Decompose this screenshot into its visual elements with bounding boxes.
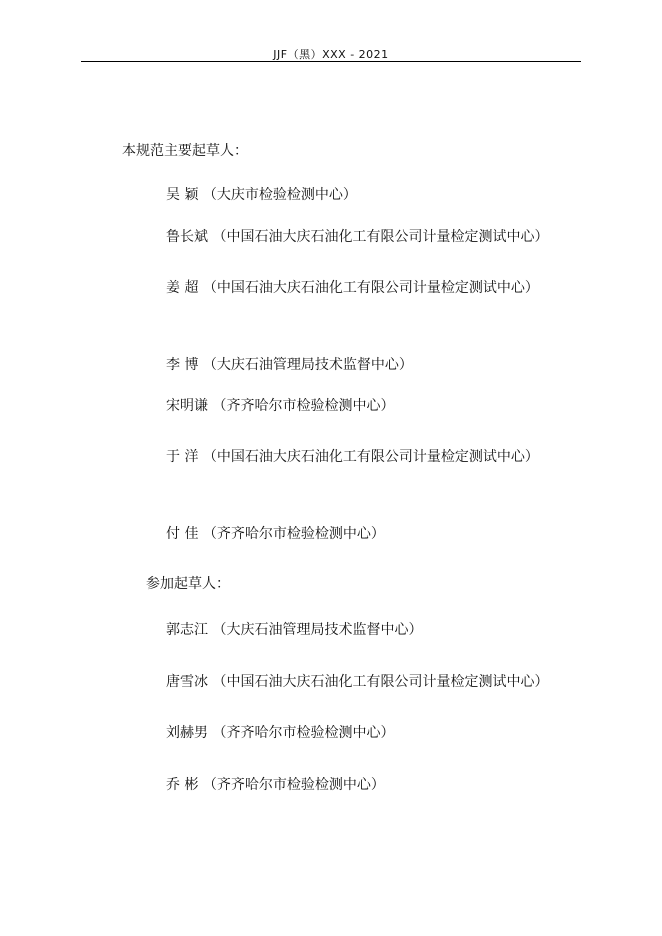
main-drafter-1: 吴 颖 （大庆市检验检测中心） — [166, 187, 357, 203]
header-divider — [81, 61, 581, 62]
main-drafters-heading: 本规范主要起草人： — [122, 143, 248, 159]
main-drafter-5: 宋明谦 （齐齐哈尔市检验检测中心） — [166, 398, 395, 414]
main-drafter-7: 付 佳 （齐齐哈尔市检验检测中心） — [166, 526, 385, 542]
main-drafter-6: 于 洋 （中国石油大庆石油化工有限公司计量检定测试中心） — [166, 449, 539, 465]
main-drafter-2: 鲁长斌 （中国石油大庆石油化工有限公司计量检定测试中心） — [166, 229, 549, 245]
participating-drafter-4: 乔 彬 （齐齐哈尔市检验检测中心） — [166, 777, 385, 793]
participating-drafter-3: 刘赫男 （齐齐哈尔市检验检测中心） — [166, 725, 395, 741]
participating-drafter-2: 唐雪冰 （中国石油大庆石油化工有限公司计量检定测试中心） — [166, 674, 549, 690]
participating-drafter-1: 郭志江 （大庆石油管理局技术监督中心） — [166, 622, 423, 638]
main-drafter-3: 姜 超 （中国石油大庆石油化工有限公司计量检定测试中心） — [166, 280, 539, 296]
document-code-header: JJF（黑）XXX - 2021 — [273, 48, 389, 61]
main-drafter-4: 李 博 （大庆石油管理局技术监督中心） — [166, 357, 413, 373]
participating-drafters-heading: 参加起草人： — [146, 576, 230, 592]
